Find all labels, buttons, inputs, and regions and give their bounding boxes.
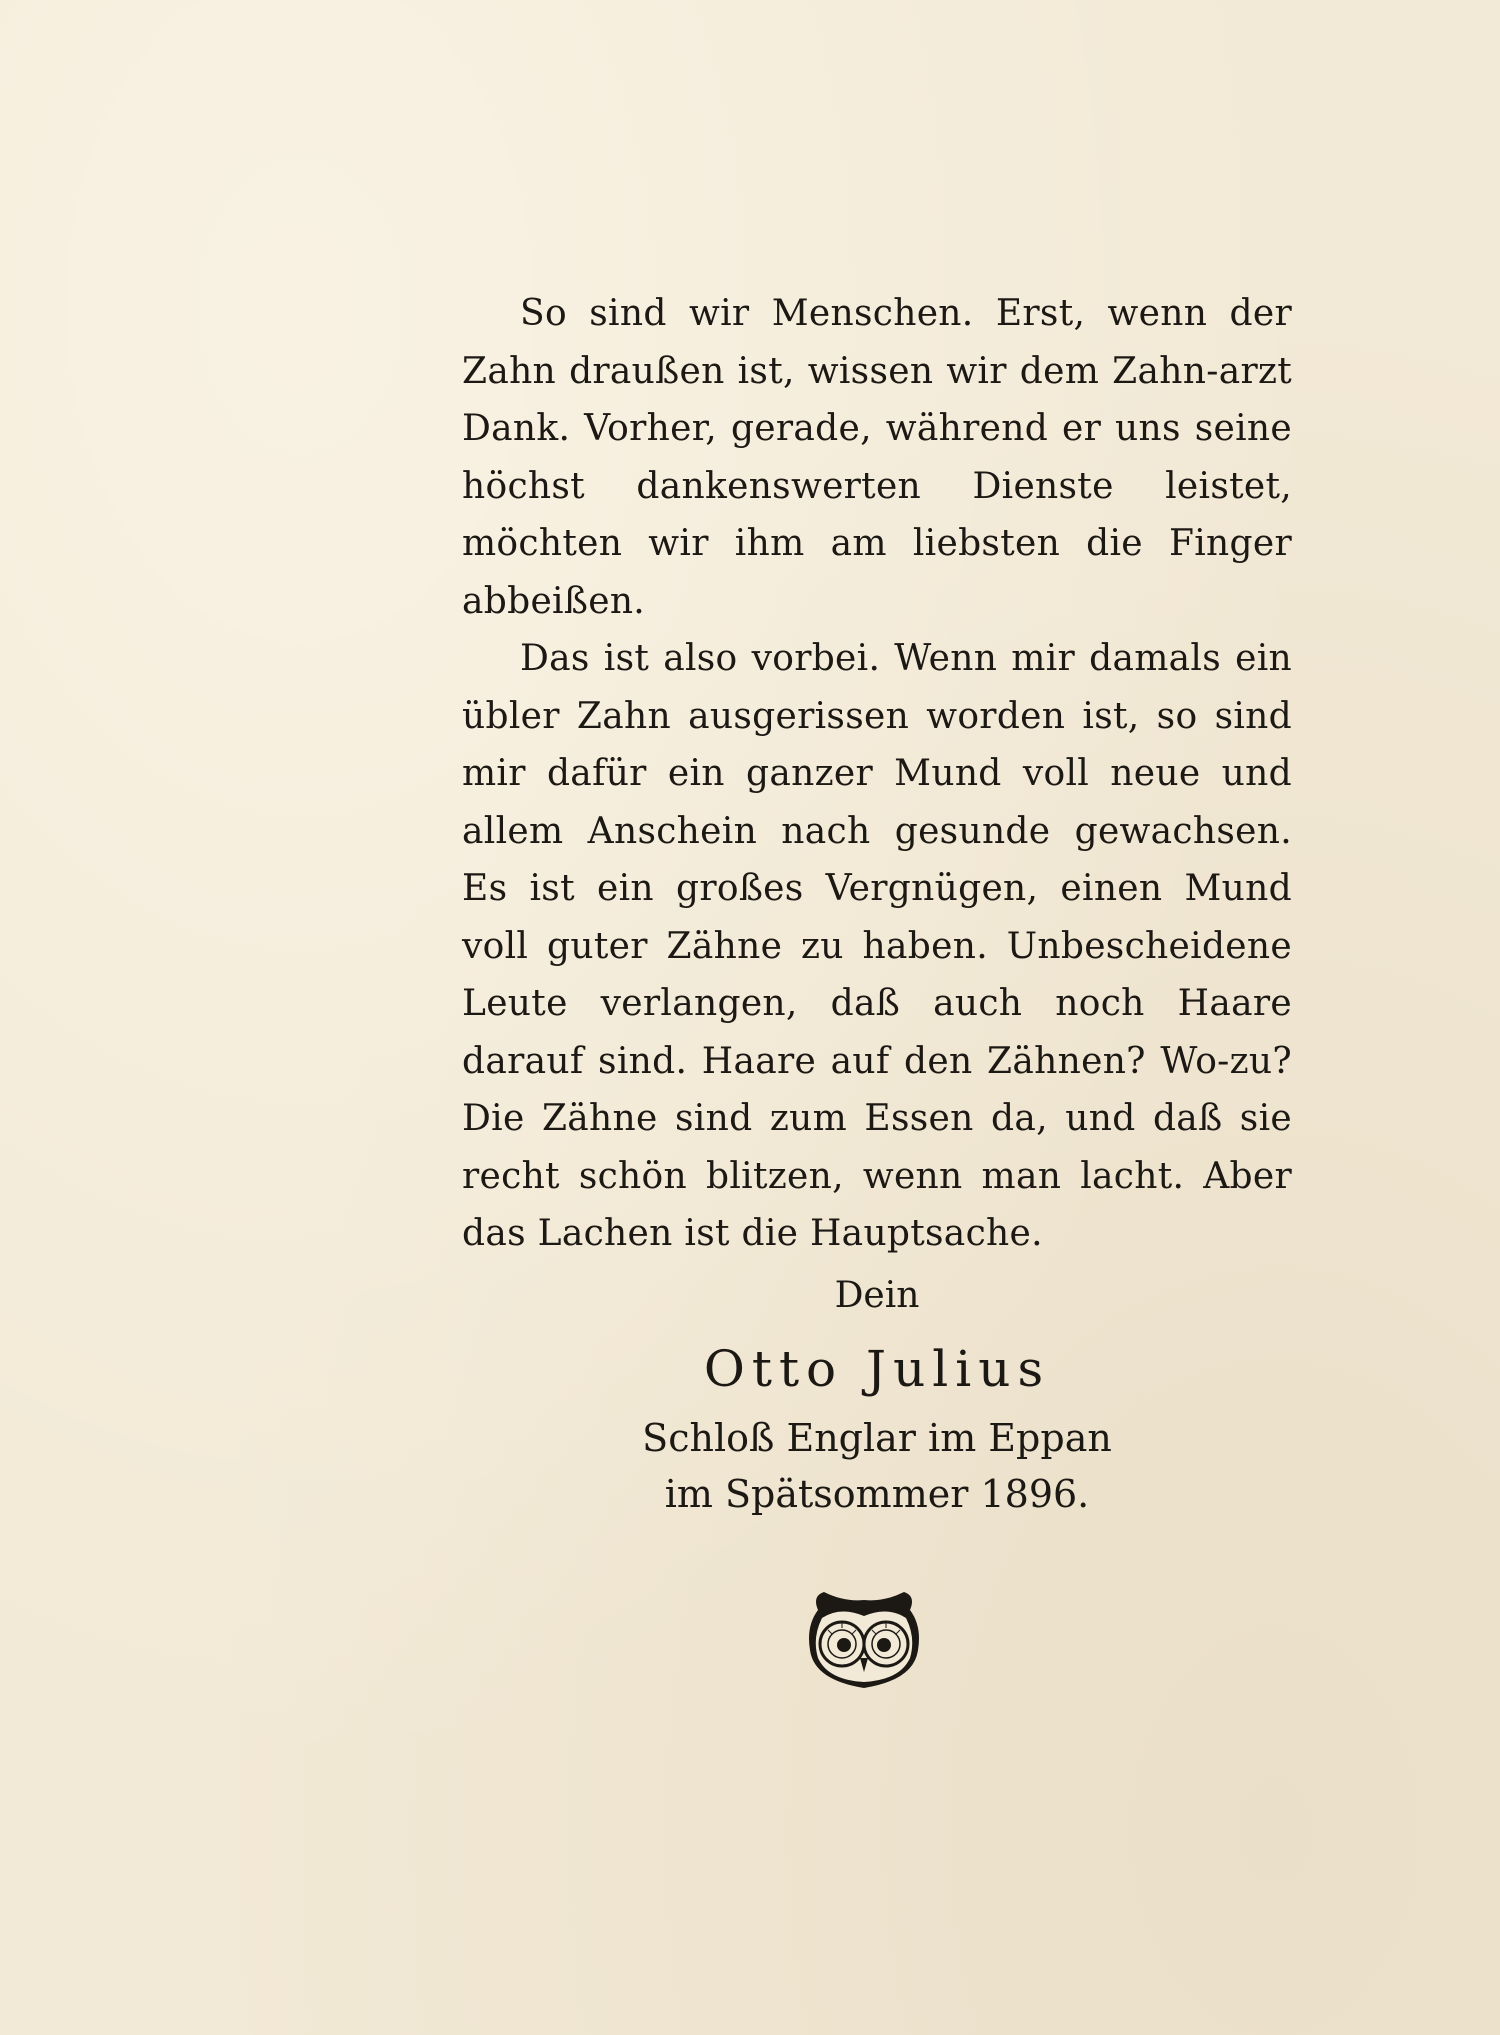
place-line: Schloß Englar im Eppan xyxy=(642,1416,1112,1460)
closing: Dein xyxy=(834,1275,920,1316)
author-name: Otto Julius xyxy=(703,1340,1051,1398)
owl-icon xyxy=(804,1588,924,1692)
paragraph: So sind wir Menschen. Erst, wenn der Zahn draußen ist, wissen wir dem Zahn-arzt Dank. Vorher, gerade, während er uns seine höchst dankenswerten Dienste leistet, möchten wir ihm am liebsten die Finger abbeißen. xyxy=(462,293,1292,622)
paragraph: Das ist also vorbei. Wenn mir damals ein übler Zahn ausgerissen worden ist, so sind mir dafür ein ganzer Mund voll neue und allem Anschein nach gesunde gewachsen. Es ist ein großes Vergnügen, einen Mund voll guter Zähne zu haben. Unbescheidene Leute verlangen, daß auch noch Haare darauf sind. Haare auf den Zähnen? Wo-zu? Die Zähne sind zum Essen da, und daß sie recht schön blitzen, wenn man lacht. Aber das Lachen ist die Hauptsache. xyxy=(462,638,1292,1254)
letter-body xyxy=(462,285,1292,1263)
date-line: im Spätsommer 1896. xyxy=(664,1472,1090,1516)
